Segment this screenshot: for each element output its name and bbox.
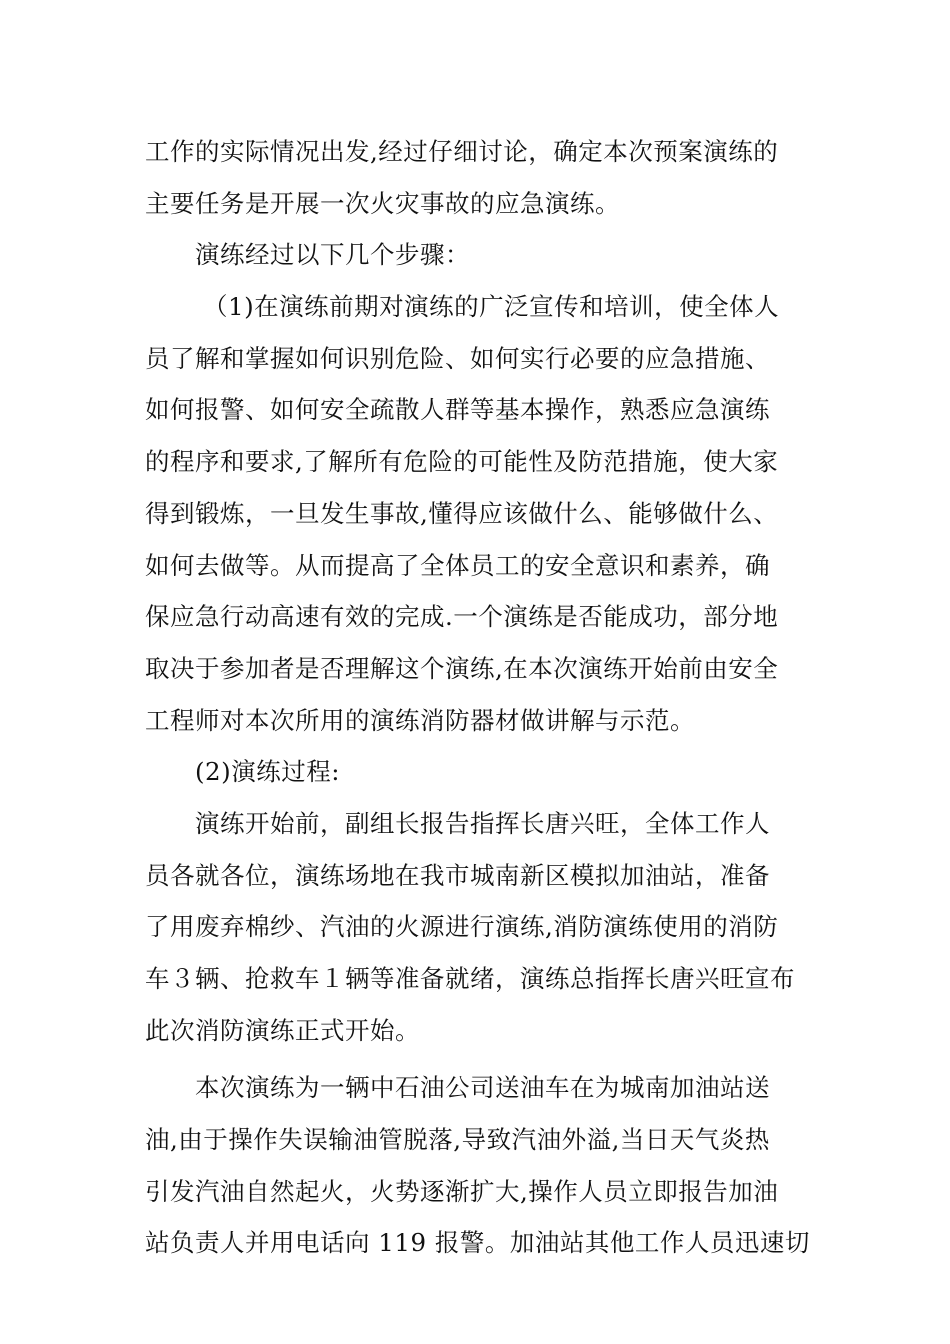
text-line: 工程师对本次所用的演练消防器材做讲解与示范。 bbox=[145, 705, 695, 735]
document-body bbox=[145, 126, 810, 1269]
text-line: 工作的实际情况出发,经过仔细讨论，确定本次预案演练的 bbox=[145, 137, 779, 166]
text-line: 保应急行动高速有效的完成.一个演练是否能成功，部分地 bbox=[145, 602, 779, 632]
text-line: 油,由于操作失误输油管脱落,导致汽油外溢,当日天气炎热 bbox=[145, 1125, 770, 1155]
text-line: 本次演练为一辆中石油公司送油车在为城南加油站送 bbox=[195, 1073, 770, 1103]
text-line: 此次消防演练正式开始。 bbox=[145, 1015, 420, 1045]
text-line: 的程序和要求,了解所有危险的可能性及防范措施，使大家 bbox=[145, 447, 779, 477]
text-line: 员各就各位，演练场地在我市城南新区模拟加油站，准备 bbox=[145, 860, 770, 890]
text-line: 站负责人并用电话向 119 报警。加油站其他工作人员迅速切 bbox=[145, 1228, 810, 1258]
text-line: 了用废弃棉纱、汽油的火源进行演练,消防演练使用的消防 bbox=[145, 912, 779, 942]
text-line: 车３辆、抢救车１辆等准备就绪，演练总指挥长唐兴旺宣布 bbox=[145, 964, 795, 993]
text-line: （1)在演练前期对演练的广泛宣传和培训，使全体人 bbox=[203, 292, 780, 322]
text-line: 引发汽油自然起火，火势逐渐扩大,操作人员立即报告加油 bbox=[145, 1176, 779, 1206]
text-line: 演练经过以下几个步骤： bbox=[195, 240, 470, 270]
text-line: 取决于参加者是否理解这个演练,在本次演练开始前由安全 bbox=[145, 653, 779, 683]
text-line: 如何去做等。从而提高了全体员工的安全意识和素养，确 bbox=[145, 550, 770, 580]
text-line: (2)演练过程: bbox=[195, 757, 340, 787]
text-line: 主要任务是开展一次火灾事故的应急演练。 bbox=[145, 188, 620, 218]
text-line: 演练开始前，副组长报告指挥长唐兴旺，全体工作人 bbox=[195, 808, 770, 838]
text-line: 员了解和掌握如何识别危险、如何实行必要的应急措施、 bbox=[145, 343, 770, 373]
text-line: 如何报警、如何安全疏散人群等基本操作，熟悉应急演练 bbox=[145, 395, 770, 425]
text-line: 得到锻炼，一旦发生事故,懂得应该做什么、能够做什么、 bbox=[145, 498, 779, 528]
